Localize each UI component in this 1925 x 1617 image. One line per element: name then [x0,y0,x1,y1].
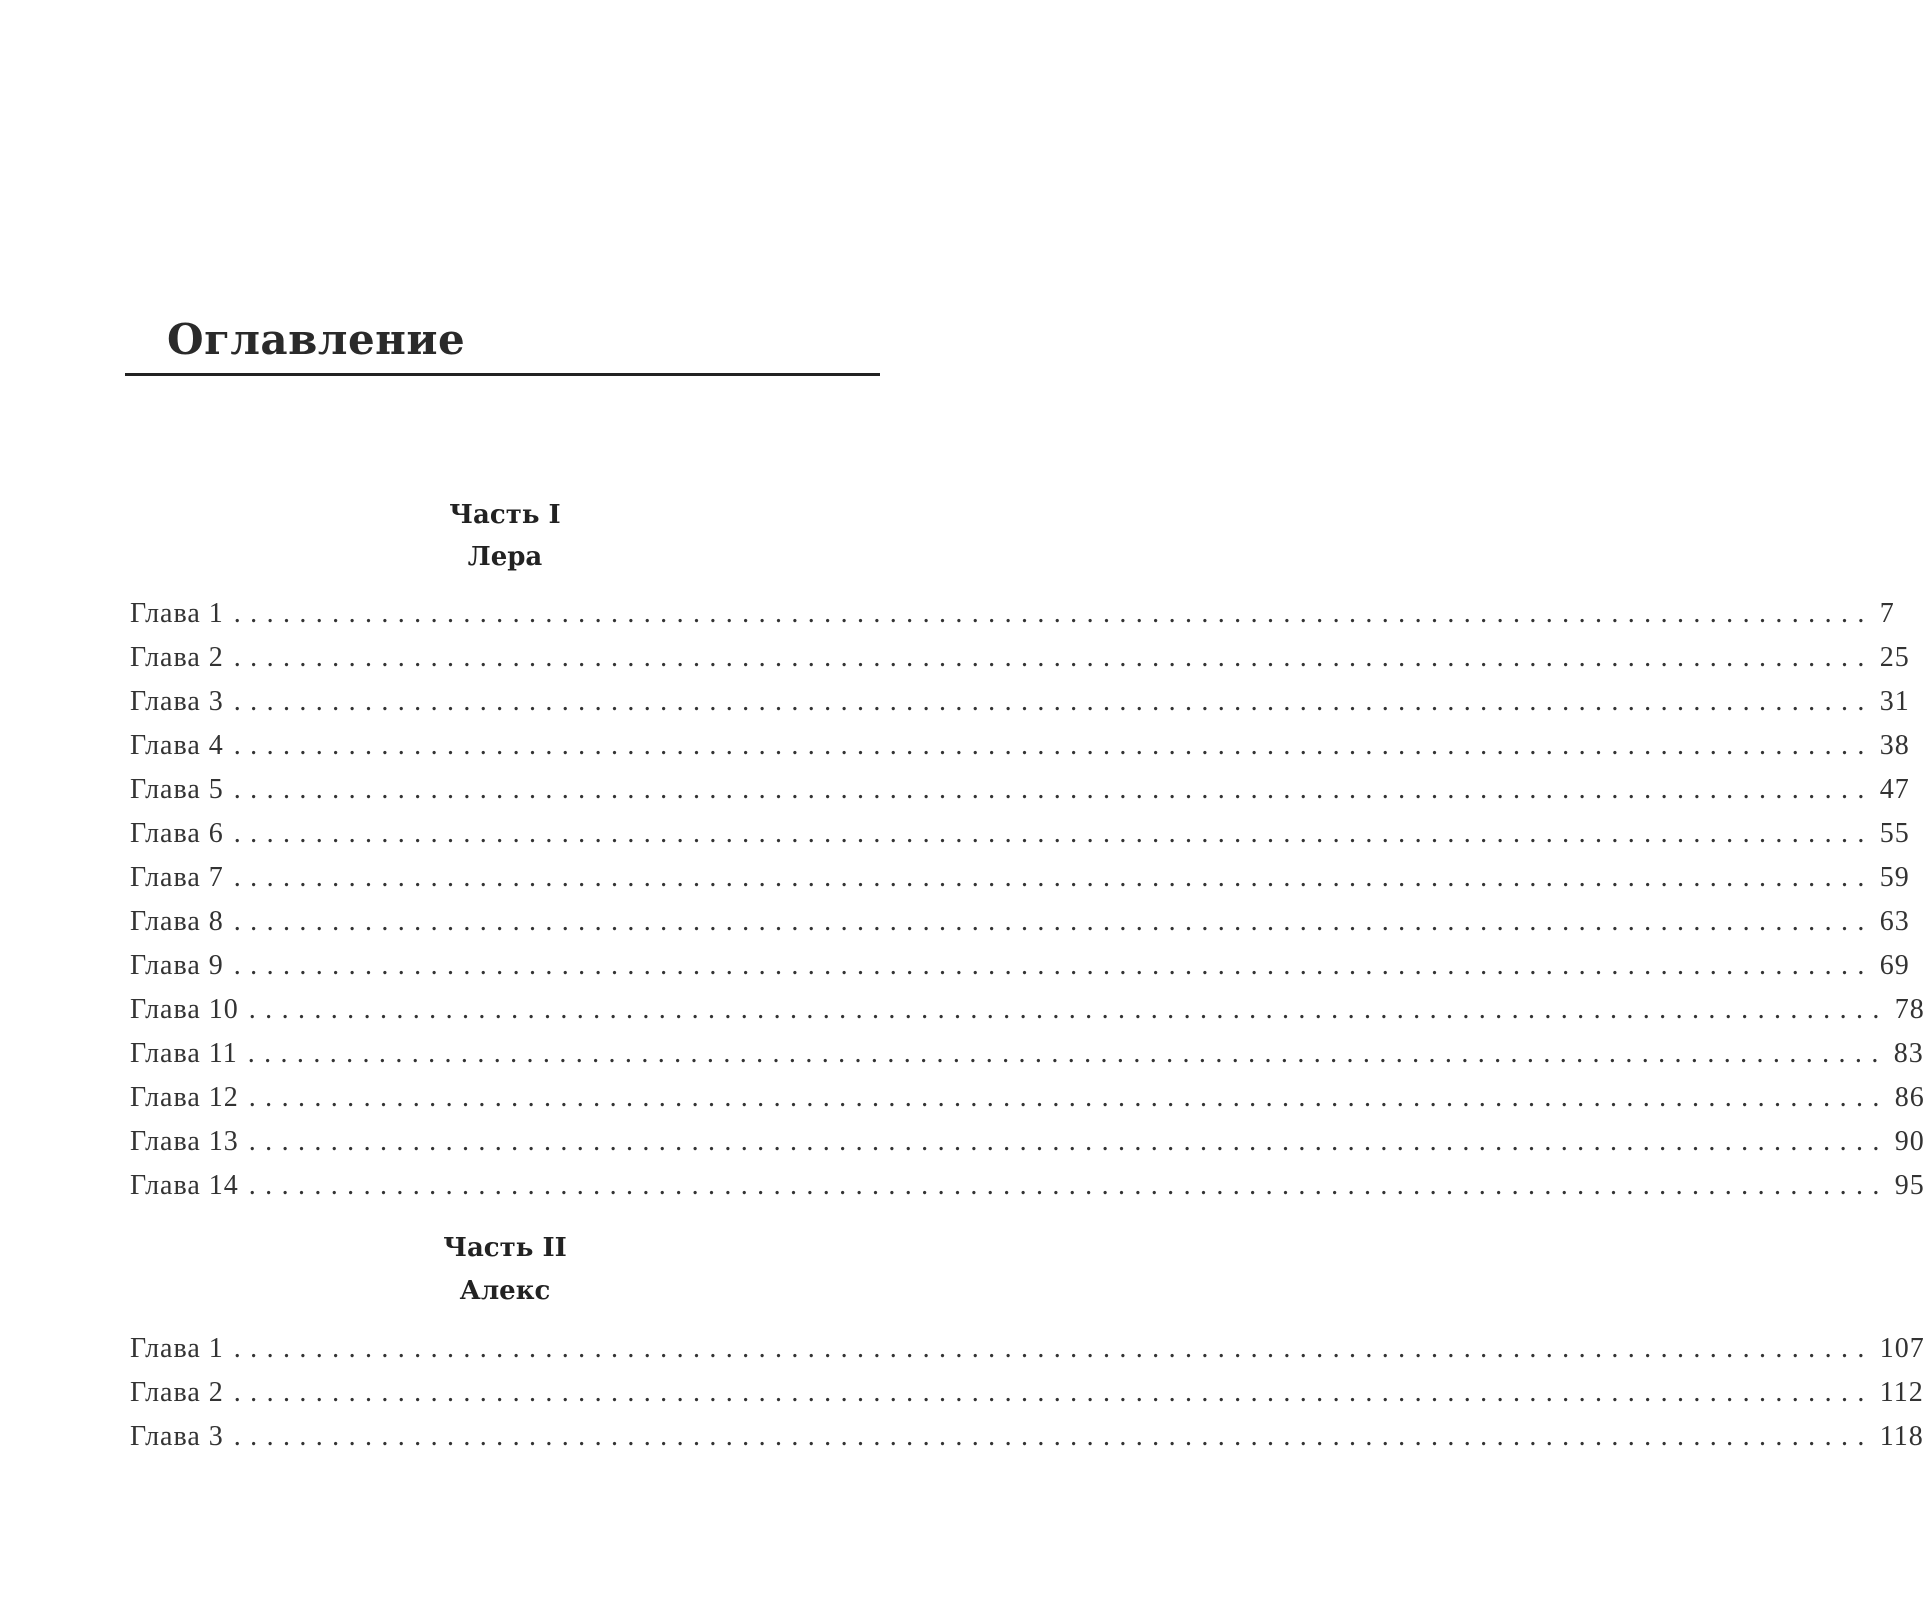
toc-entry[interactable] [130,818,1910,862]
page-number: 38 [1879,730,1910,761]
toc-entry[interactable] [130,862,1910,906]
dot-leader: .................................................................................................... [233,686,1874,717]
dot-leader: .................................................................................................... [233,862,1874,893]
dot-leader: .................................................................................................... [248,1170,1889,1201]
chapter-label: Глава 1 [130,598,224,629]
chapter-label: Глава 5 [130,774,224,805]
toc-entry[interactable] [130,598,1895,642]
dot-leader: .................................................................................................... [233,730,1874,761]
toc-entry[interactable] [130,1333,1925,1377]
part-1-label: Часть I [449,500,561,530]
part-1-chapter-list [130,598,1925,1214]
toc-entry[interactable] [130,730,1910,774]
page-number: 118 [1879,1421,1924,1452]
page-number: 107 [1879,1333,1925,1364]
part-2-chapter-list [130,1333,1925,1465]
dot-leader: .................................................................................................... [233,1333,1874,1364]
dot-leader: .................................................................................................... [233,818,1874,849]
page-number: 86 [1894,1082,1925,1113]
page-number: 63 [1879,906,1910,937]
page-number: 31 [1879,686,1910,717]
dot-leader: .................................................................................................... [248,994,1889,1025]
toc-entry[interactable] [130,1082,1925,1126]
toc-entry[interactable] [130,1421,1924,1465]
chapter-label: Глава 14 [130,1170,239,1201]
chapter-label: Глава 1 [130,1333,224,1364]
dot-leader: .................................................................................................... [233,642,1874,673]
chapter-label: Глава 7 [130,862,224,893]
toc-entry[interactable] [130,1377,1924,1421]
toc-entry[interactable] [130,906,1910,950]
page-number: 112 [1879,1377,1924,1408]
chapter-label: Глава 11 [130,1038,238,1069]
title-underline [125,373,880,376]
page-title: Оглавление [167,315,466,364]
chapter-label: Глава 9 [130,950,224,981]
chapter-label: Глава 2 [130,642,224,673]
dot-leader: .................................................................................................... [247,1038,1888,1069]
dot-leader: .................................................................................................... [233,1377,1874,1408]
part-2-label: Часть II [443,1233,567,1263]
chapter-label: Глава 10 [130,994,239,1025]
page-number: 95 [1894,1170,1925,1201]
chapter-label: Глава 2 [130,1377,224,1408]
chapter-label: Глава 3 [130,686,224,717]
part-1-name: Лера [467,542,543,572]
page-number: 59 [1879,862,1910,893]
dot-leader: .................................................................................................... [233,906,1874,937]
toc-entry[interactable] [130,1170,1925,1214]
page-number: 83 [1893,1038,1924,1069]
dot-leader: .................................................................................................... [233,774,1874,805]
page-number: 78 [1894,994,1925,1025]
chapter-label: Глава 12 [130,1082,239,1113]
chapter-label: Глава 3 [130,1421,224,1452]
toc-entry[interactable] [130,774,1910,818]
chapter-label: Глава 6 [130,818,224,849]
toc-entry[interactable] [130,994,1925,1038]
chapter-label: Глава 4 [130,730,224,761]
toc-entry[interactable] [130,686,1910,730]
dot-leader: .................................................................................................... [248,1126,1889,1157]
dot-leader: .................................................................................................... [233,950,1874,981]
dot-leader: .................................................................................................... [233,598,1874,629]
chapter-label: Глава 8 [130,906,224,937]
dot-leader: .................................................................................................... [233,1421,1874,1452]
page-number: 90 [1894,1126,1925,1157]
toc-entry[interactable] [130,950,1910,994]
dot-leader: .................................................................................................... [248,1082,1889,1113]
page-number: 7 [1879,598,1895,629]
chapter-label: Глава 13 [130,1126,239,1157]
toc-entry[interactable] [130,1126,1925,1170]
page-number: 25 [1879,642,1910,673]
toc-entry[interactable] [130,642,1910,686]
page-number: 69 [1879,950,1910,981]
page-number: 47 [1879,774,1910,805]
toc-entry[interactable] [130,1038,1924,1082]
page-number: 55 [1879,818,1910,849]
part-2-name: Алекс [459,1276,551,1306]
